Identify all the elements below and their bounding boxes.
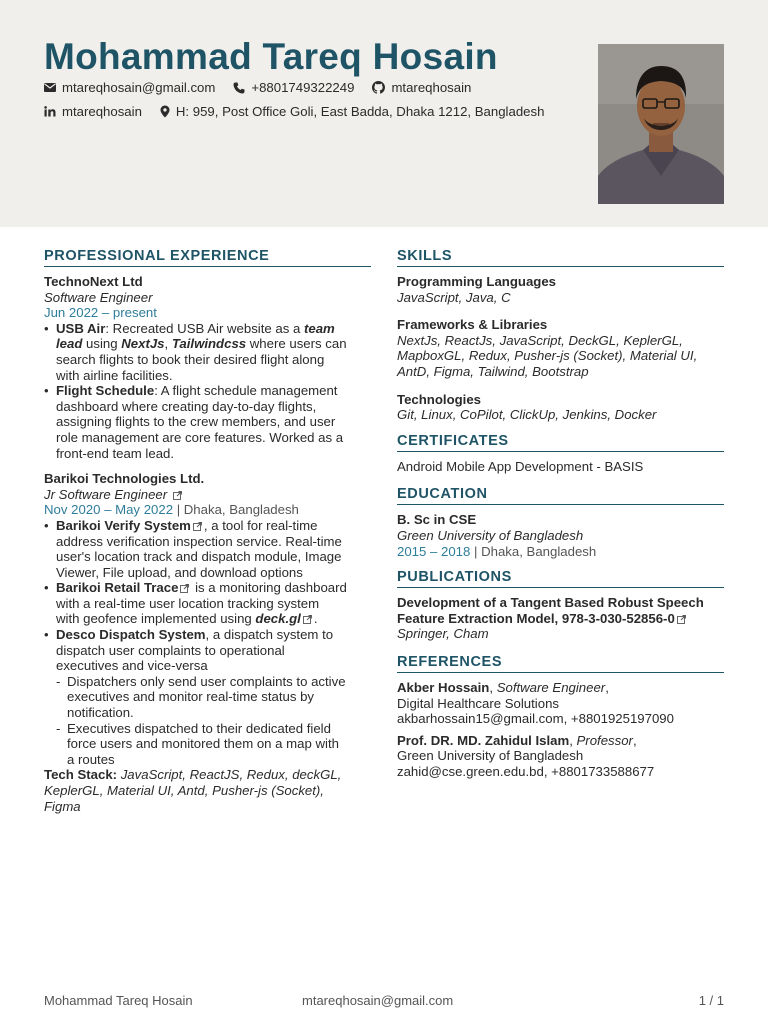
education-school: Green University of Bangladesh [397,527,584,543]
tech-stack-text: JavaScript, ReactJS, Redux, deckGL, [117,767,342,783]
phone-text: +8801749322249 [251,80,355,95]
education-dates: 2015 – 2018 [397,543,471,559]
education-location: | Dhaka, Bangladesh [470,543,597,559]
certificates-section-title: CERTIFICATES [397,433,724,452]
skill-group [397,274,724,305]
bullet-title[interactable]: Barikoi Retail Trace [56,580,179,596]
bullet-text: using [82,336,122,352]
job-dates-line [44,502,371,518]
bullet-text: dispatch user complaints to operational [56,642,285,658]
bullet-text: user's location track and dispatch module, Image [56,549,342,565]
sub-bullet-item [44,721,371,768]
bullet-text: with a real-time user location tracking system [56,595,320,611]
github-contact[interactable] [372,80,471,95]
external-link-icon[interactable] [180,584,189,593]
reference-role: Software Engineer [496,679,606,695]
location-pin-icon [160,105,170,118]
external-link-icon[interactable] [173,491,182,500]
publication-title[interactable]: Development of a Tangent Based Robust Speech [397,595,704,611]
bullet-title[interactable]: Barikoi Verify System [56,517,191,533]
external-link-icon[interactable] [303,615,312,624]
bullet-text: . [313,611,318,627]
bullet-emph[interactable]: deck.gl [255,611,301,627]
github-text: mtareqhosain [391,80,472,95]
skills-section-title: SKILLS [397,248,724,267]
job-role: Software Engineer [44,289,153,305]
job-company: Barikoi Technologies Ltd. [44,471,205,487]
bullet-text: : A flight schedule management [154,383,338,399]
bullet-text: is a monitoring dashboard [191,580,347,596]
skill-group [397,392,724,423]
bullet-dot: • [44,383,49,399]
left-column [44,248,371,814]
bullet-text: executives and vice-versa [56,658,208,674]
sub-bullet-dash: - [56,720,61,736]
publication-publisher: Springer, Cham [397,626,489,642]
external-link-icon[interactable] [193,522,202,531]
contact-row-1 [44,80,489,95]
bullet-dot: • [44,627,49,643]
bullet-text: , [164,336,172,352]
skill-group-items: AntD, Figma, Tailwind, Bootstrap [397,363,589,379]
bullet-dot: • [44,517,49,533]
job-technonext [44,274,371,461]
bullet-text: a routes [67,751,115,767]
bullet-text: with airline facilities. [56,367,173,383]
tech-stack-text: KeplerGL, Material UI, Antd, Pusher-js (Socket), [44,783,324,798]
bullet-item [44,321,371,383]
bullet-item [44,627,371,674]
bullet-emph: lead [56,336,83,352]
skill-group-items: JavaScript, Java, C [397,289,511,305]
tech-stack-label: Tech Stack: [44,767,118,783]
reference-contact: akbarhossain15@gmail.com, +8801925197090 [397,711,674,727]
job-role-line [44,487,371,503]
linkedin-icon [44,106,56,117]
job-company: TechnoNext Ltd [44,274,143,289]
skill-group-title: Frameworks & Libraries [397,317,548,333]
bullet-title: USB Air [56,320,106,336]
job-dates: Nov 2020 – May 2022 [44,502,174,518]
reference-item: Prof. DR. MD. Zahidul Islam, Professor, Green University of Bangladesh zahid@cse.green.edu.bd, +8801733588677 [397,733,724,780]
job-role: Jr Software Engineer [44,486,168,502]
sub-bullet-item [44,674,371,721]
candidate-name: Mohammad Tareq Hosain [44,36,498,77]
reference-role: Professor [576,732,633,748]
resume-header [0,0,768,227]
skill-group [397,317,724,379]
publication-title[interactable]: Feature Extraction Model, 978-3-030-52856-0 [397,610,675,626]
email-contact[interactable] [44,80,215,95]
bullet-text: where users can [246,336,347,352]
certificate-item: Android Mobile App Development - BASIS [397,458,644,474]
bullet-emph: NextJs [121,336,165,352]
bullet-text: with geofence implemented using [56,611,256,627]
external-link-icon[interactable] [677,615,686,624]
email-text: mtareqhosain@gmail.com [62,80,216,95]
bullet-text: role management are core features. Worked as a [56,429,344,445]
education-dates-line [397,544,724,560]
bullet-text: dashboard where creating day-to-day flights, [56,398,317,414]
bullet-text: executives and monitor real-time status by [67,689,315,705]
bullet-text: , a tool for real-time [203,517,318,533]
skill-group-items: Git, Linux, CoPilot, ClickUp, Jenkins, Docker [397,407,657,423]
bullet-text: address verification inspection service. Real-time [56,533,342,549]
footer-email: mtareqhosain@gmail.com [302,993,454,1008]
address-text: H: 959, Post Office Goli, East Badda, Dhaka 1212, Bangladesh [175,104,545,119]
sub-bullet-dash: - [56,673,61,689]
bullet-item [44,518,371,580]
bullet-text: assigning flights to the crew members, and user [56,414,336,430]
references-section-title: REFERENCES [397,654,724,673]
bullet-text: , a dispatch system to [205,627,334,643]
reference-org: Green University of Bangladesh [397,748,584,764]
bullet-item [44,580,371,627]
reference-contact: zahid@cse.green.edu.bd, +8801733588677 [397,763,655,779]
bullet-text: search flights to book their desired flight along [56,351,325,367]
contact-row-2 [44,104,562,119]
right-column [397,248,724,779]
reference-item: Akber Hossain, Software Engineer, Digital Healthcare Solutions akbarhossain15@gmail.com, +8801925197090 [397,680,724,727]
skill-group-items: MapboxGL, Redux, Pusher-js (Socket), Material UI, [397,348,698,364]
bullet-text: Viewer, File upload, and download options [56,564,303,580]
footer-name: Mohammad Tareq Hosain [44,993,193,1008]
bullet-text: front-end team lead. [56,445,175,461]
footer-page-number: 1 / 1 [698,993,724,1008]
bullet-text: : Recreated USB Air website as a [105,320,304,336]
education-section-title: EDUCATION [397,486,724,505]
job-dates: Jun 2022 – present [44,305,157,321]
reference-name: Akber Hossain [397,679,490,695]
bullet-dot: • [44,580,49,596]
publications-section-title: PUBLICATIONS [397,569,724,588]
experience-section-title: PROFESSIONAL EXPERIENCE [44,248,371,267]
bullet-title: Flight Schedule [56,383,155,399]
job-barikoi [44,471,371,814]
bullet-emph: team [303,320,335,336]
profile-photo [598,44,724,204]
linkedin-text: mtareqhosain [62,104,142,119]
bullet-text: notification. [67,705,134,721]
reference-org: Digital Healthcare Solutions [397,695,559,711]
phone-icon [233,82,245,94]
reference-name: Prof. DR. MD. Zahidul Islam [397,732,570,748]
tech-stack [44,767,371,814]
address-contact [160,104,545,119]
bullet-text: force users and monitored them on a map with [67,736,339,752]
mail-icon [44,83,56,92]
linkedin-contact[interactable] [44,104,142,119]
phone-contact[interactable] [233,80,354,95]
bullet-title: Desco Dispatch System [56,627,206,643]
bullet-text: Executives dispatched to their dedicated field [67,720,331,736]
tech-stack-text: Figma [44,798,81,814]
education-degree: B. Sc in CSE [397,512,477,528]
bullet-item [44,383,371,461]
bullet-text: Dispatchers only send user complaints to active [67,673,346,689]
github-icon [372,81,385,94]
skill-group-title: Programming Languages [397,274,557,289]
skill-group-items: NextJs, ReactJs, JavaScript, DeckGL, KeplerGL, [397,332,683,348]
bullet-emph: Tailwindcss [171,336,247,352]
skill-group-title: Technologies [397,391,482,407]
bullet-dot: • [44,320,49,336]
job-location: | Dhaka, Bangladesh [173,502,299,518]
